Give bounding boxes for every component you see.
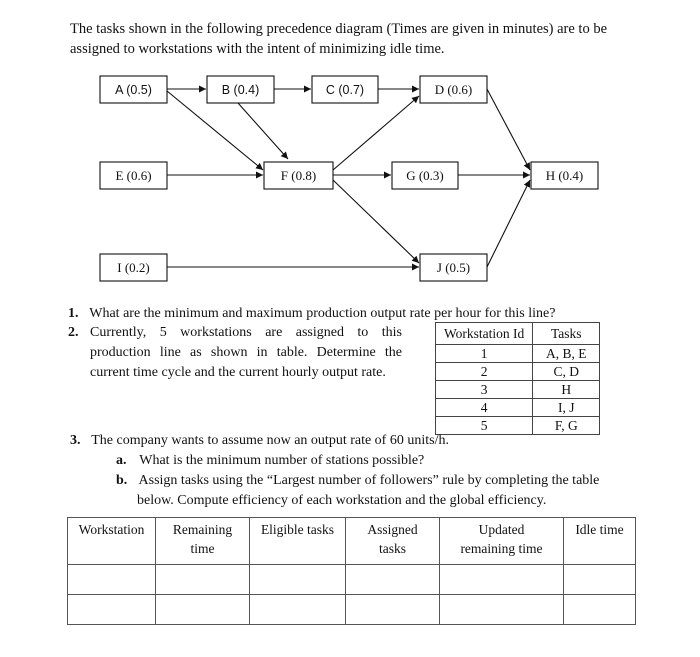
empty-cell[interactable] — [68, 565, 156, 595]
table-row — [68, 565, 636, 595]
ws-id: 2 — [436, 363, 533, 381]
edge-b-f — [238, 103, 288, 159]
empty-cell[interactable] — [440, 595, 564, 625]
question-3b-line-1: Assign tasks using the “Largest number of followers” rule by completing the table — [138, 473, 600, 488]
question-3a-label: a. — [116, 453, 127, 468]
question-1-text: What are the minimum and maximum production output rate per hour for this line? — [89, 306, 556, 321]
node-d-label: D (0.6) — [434, 82, 473, 97]
question-3a-text: What is the minimum number of stations possible? — [139, 453, 425, 468]
ws-tasks: C, D — [533, 363, 600, 381]
table-row — [68, 595, 636, 625]
edge-d-h — [487, 89, 530, 170]
question-1-number: 1. — [68, 306, 79, 321]
node-g-label: G (0.3) — [406, 168, 444, 183]
assignment-table — [67, 517, 636, 625]
node-b-label: B (0.4) — [221, 83, 260, 97]
edge-f-d — [333, 96, 419, 170]
empty-cell[interactable] — [68, 595, 156, 625]
col-workstation: Workstation — [68, 518, 156, 565]
table-row — [436, 417, 600, 435]
col-updated-line-2: remaining time — [460, 541, 543, 556]
edge-f-j — [333, 180, 419, 263]
col-idle-time: Idle time — [564, 518, 636, 565]
col-assigned-tasks-line-2: tasks — [379, 541, 406, 556]
empty-cell[interactable] — [250, 595, 346, 625]
question-2-line-2: production line as shown in table. Determine the — [90, 345, 402, 360]
ws-tasks: A, B, E — [533, 345, 600, 363]
table-row — [436, 363, 600, 381]
question-3-text: The company wants to assume now an output rate of 60 units/h. — [91, 433, 449, 448]
col-remaining-time-line-1: Remaining — [172, 522, 233, 537]
col-remaining-time — [156, 518, 250, 565]
workstation-table — [435, 322, 600, 435]
empty-cell[interactable] — [250, 565, 346, 595]
empty-cell[interactable] — [440, 565, 564, 595]
table-row — [436, 399, 600, 417]
col-assigned-tasks-line-1: Assigned — [367, 522, 418, 537]
question-3-number: 3. — [70, 433, 81, 448]
node-j-label: J (0.5) — [436, 260, 471, 275]
question-3 — [70, 431, 449, 451]
node-a-label: A (0.5) — [115, 83, 152, 97]
empty-cell[interactable] — [346, 565, 440, 595]
node-e-label: E (0.6) — [115, 168, 152, 183]
ws-id: 3 — [436, 381, 533, 399]
node-i-label: I (0.2) — [117, 260, 150, 275]
table-row — [436, 381, 600, 399]
empty-cell[interactable] — [346, 595, 440, 625]
empty-cell[interactable] — [156, 565, 250, 595]
question-3b-line-2: below. Compute efficiency of each workstation and the global efficiency. — [137, 493, 547, 508]
ws-id: 5 — [436, 417, 533, 435]
col-updated-line-1: Updated — [478, 522, 525, 537]
col-assigned-tasks — [346, 518, 440, 565]
question-3a — [116, 451, 424, 471]
question-2-line-3: current time cycle and the current hourly output rate. — [90, 365, 386, 380]
ws-header-tasks: Tasks — [533, 323, 600, 345]
empty-cell[interactable] — [156, 595, 250, 625]
ws-tasks: I, J — [533, 399, 600, 417]
node-h-label: H (0.4) — [545, 168, 584, 183]
question-2-number: 2. — [68, 325, 79, 340]
node-f-label: F (0.8) — [280, 168, 317, 183]
col-updated-remaining-time — [440, 518, 564, 565]
question-2-line-1: Currently, 5 workstations are assigned to this — [90, 325, 402, 340]
empty-cell[interactable] — [564, 595, 636, 625]
edge-j-h — [487, 180, 530, 267]
node-c-label: C (0.7) — [325, 83, 365, 97]
ws-id: 4 — [436, 399, 533, 417]
question-3b — [116, 471, 599, 491]
intro-text: The tasks shown in the following precedence diagram (Times are given in minutes) are to be assigned to workstations with the intent of minimizing idle time. — [70, 21, 608, 57]
col-remaining-time-line-2: time — [190, 541, 215, 556]
table-row — [436, 345, 600, 363]
col-eligible-tasks: Eligible tasks — [250, 518, 346, 565]
question-3b-label: b. — [116, 473, 128, 488]
ws-id: 1 — [436, 345, 533, 363]
empty-cell[interactable] — [564, 565, 636, 595]
ws-tasks: F, G — [533, 417, 600, 435]
precedence-diagram — [0, 0, 700, 300]
question-1 — [68, 304, 555, 324]
assignment-header-row — [68, 518, 636, 565]
ws-tasks: H — [533, 381, 600, 399]
ws-header-id: Workstation Id — [436, 323, 533, 345]
